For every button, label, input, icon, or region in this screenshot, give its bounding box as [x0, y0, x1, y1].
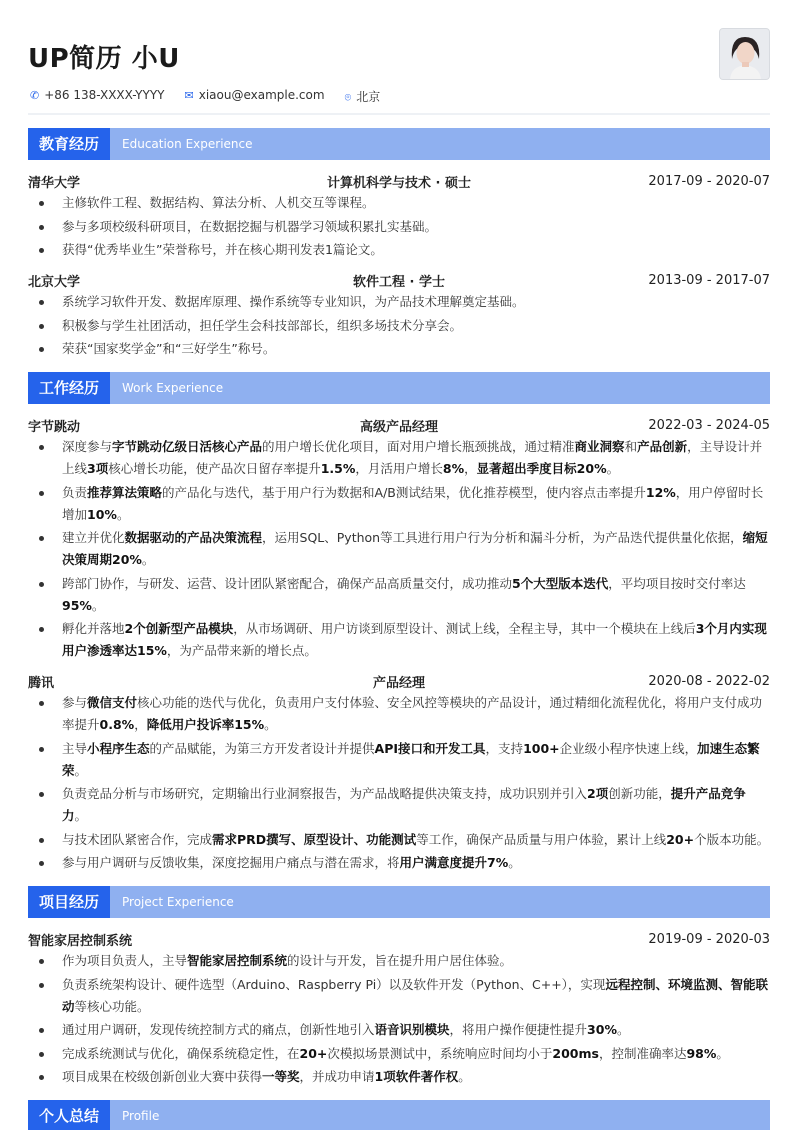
highlight-text: 5个大型版本迭代 [512, 575, 609, 591]
entry-role: 计算机科学与技术 · 硕士 [327, 175, 471, 191]
resume-section [28, 1100, 770, 1130]
section-title: 教育经历 [28, 128, 110, 160]
bullet-text: 参与多项校级科研项目，在数据挖掘与机器学习领域积累扎实基础。 [62, 218, 438, 234]
bullet-text: ，为产品带来新的增长点。 [166, 643, 317, 658]
profile-photo [719, 28, 770, 80]
highlight-text: 3项 [87, 461, 109, 476]
bullet-text: 核心增长功能，使产品次日留存率提升 [108, 461, 321, 476]
section-subtitle: Profile [122, 1109, 160, 1123]
bullet-text: 。 [264, 717, 277, 732]
phone-icon: ✆ [30, 89, 40, 102]
highlight-text: 小程序生态 [87, 740, 150, 756]
highlight-text: 20+ [666, 831, 695, 847]
section-title: 个人总结 [28, 1100, 110, 1130]
bullet-text: 作为项目负责人，主导 [62, 953, 188, 968]
bullet-text: 等工作，确保产品质量与用户体验，累计上线 [416, 831, 667, 847]
bullet-text: 。 [616, 1022, 630, 1037]
bullet-text: 。 [606, 461, 620, 476]
bullet-text: 积极参与学生社团活动，担任学生会科技部部长，组织多场技术分享会。 [62, 317, 463, 333]
entry-header [28, 414, 770, 436]
bullet-item [28, 192, 770, 214]
bullet-list [28, 291, 770, 360]
bullet-text: 建立并优化 [62, 530, 125, 545]
entry-organization: 字节跳动 [28, 419, 81, 435]
bullet-text: 荣获“国家奖学金”和“三好学生”称号。 [62, 341, 276, 356]
section-title: 工作经历 [28, 372, 110, 404]
email-text: xiaou@example.com [198, 88, 325, 102]
bullet-text: 。 [508, 855, 521, 870]
highlight-text: 12% [645, 484, 676, 500]
section-subtitle: Work Experience [122, 381, 224, 395]
location-pin-icon: ⌾ [344, 91, 352, 104]
highlight-text: 加速生态繁荣 [62, 740, 760, 778]
section-title: 项目经历 [28, 886, 110, 918]
bullet-text: ，主导设计并上线 [62, 439, 763, 476]
bullet-item [28, 216, 770, 238]
bullet-item [28, 1066, 770, 1088]
highlight-text: 95% [62, 597, 92, 613]
mail-icon: ✉ [184, 89, 194, 102]
entry-header [28, 670, 770, 692]
bullet-item [28, 315, 770, 337]
bullet-text: 。 [458, 1069, 471, 1084]
highlight-text: API接口和开发工具 [374, 740, 486, 756]
bullet-item [28, 618, 770, 662]
entry-header [28, 928, 770, 950]
resume-section [28, 886, 770, 1088]
bullet-item [28, 1019, 770, 1041]
bullet-item [28, 527, 770, 571]
bullet-text: ， [464, 461, 477, 476]
bullet-item [28, 783, 770, 827]
highlight-text: 用户满意度提升7% [399, 855, 509, 870]
entry-date: 2022-03 - 2024-05 [648, 417, 770, 433]
bullet-item [28, 738, 770, 782]
entry-organization: 腾讯 [28, 675, 55, 691]
entry-organization: 北京大学 [28, 274, 81, 290]
highlight-text: 推荐算法策略 [87, 484, 163, 500]
section-subtitle: Education Experience [122, 137, 253, 151]
bullet-text: ，从市场调研、用户访谈到原型设计、测试上线，全程主导，其中一个模块在上线后 [233, 621, 696, 636]
bullet-item [28, 1043, 770, 1065]
resume-content [28, 128, 770, 1130]
bullet-text: 的用户增长优化项目，面对用户增长瓶颈挑战，通过精准 [262, 439, 575, 454]
bullet-list [28, 950, 770, 1088]
location-text: 北京 [356, 90, 381, 104]
highlight-text: 200ms [552, 1045, 599, 1061]
bullet-text: ，用户停留时长增加 [62, 484, 764, 522]
section-header [28, 1100, 770, 1130]
contact-email [185, 88, 325, 105]
bullet-list [28, 436, 770, 662]
bullet-item [28, 291, 770, 313]
resume-entry [28, 928, 770, 1088]
highlight-text: 微信支付 [87, 695, 138, 710]
highlight-text: 商业洞察 [574, 439, 625, 454]
section-subtitle: Project Experience [122, 895, 234, 909]
bullet-item [28, 338, 770, 360]
highlight-text: 产品创新 [637, 439, 688, 454]
bullet-text: 和 [624, 439, 638, 454]
highlight-text: 远程控制、环境监测、智能联动 [62, 976, 768, 1014]
contact-row [30, 88, 380, 105]
entry-header [28, 170, 770, 192]
bullet-text: 核心功能的迭代与优化，负责用户支付体验、安全风控等模块的产品设计，通过精细化流程优化，将用户支付成功率提升 [62, 695, 763, 732]
highlight-text: 2个创新型产品模块 [124, 621, 234, 636]
header-divider [28, 113, 770, 115]
bullet-item [28, 974, 770, 1018]
bullet-list [28, 692, 770, 874]
section-header [28, 128, 770, 160]
bullet-text: 的产品赋能，为第三方开发者设计并提供 [149, 740, 375, 756]
highlight-text: 20+ [299, 1045, 328, 1061]
entry-date: 2013-09 - 2017-07 [648, 272, 770, 288]
section-header [28, 886, 770, 918]
bullet-text: 参与 [62, 695, 88, 710]
phone-text: +86 138-XXXX-YYYY [44, 88, 165, 102]
resume-entry [28, 414, 770, 662]
contact-phone [30, 88, 165, 105]
bullet-item [28, 692, 770, 736]
entry-organization: 清华大学 [28, 175, 81, 191]
bullet-text: 主修软件工程、数据结构、算法分析、人机交互等课程。 [62, 195, 375, 210]
bullet-list [28, 192, 770, 261]
contact-location [345, 88, 381, 105]
bullet-text: ，支持 [485, 740, 524, 756]
highlight-text: 一等奖 [262, 1069, 300, 1084]
resume-section [28, 372, 770, 874]
bullet-text: 。 [141, 552, 155, 567]
bullet-text: 系统学习软件开发、数据库原理、操作系统等专业知识，为产品技术理解奠定基础。 [62, 294, 525, 309]
bullet-text: 企业级小程序快速上线， [559, 740, 698, 756]
highlight-text: 1.5% [320, 461, 356, 476]
bullet-item [28, 829, 770, 851]
highlight-text: 需求PRD撰写、原型设计、功能测试 [212, 831, 417, 847]
highlight-text: 智能家居控制系统 [187, 953, 288, 968]
highlight-text: 语音识别模块 [374, 1022, 450, 1037]
bullet-item [28, 482, 770, 526]
bullet-text: 项目成果在校级创新创业大赛中获得 [62, 1069, 263, 1084]
bullet-item [28, 573, 770, 617]
bullet-text: 等核心功能。 [74, 998, 150, 1014]
bullet-text: 创新功能， [608, 786, 671, 801]
highlight-text: 缩短决策周期20% [62, 530, 768, 567]
highlight-text: 提升产品竞争力 [62, 786, 746, 823]
resume-entry [28, 269, 770, 360]
highlight-text: 3个月内实现用户渗透率达15% [62, 621, 767, 658]
bullet-text: 次模拟场景测试中，系统响应时间均小于 [327, 1045, 553, 1061]
bullet-item [28, 852, 770, 874]
bullet-text: 主导 [62, 740, 88, 756]
highlight-text: 0.8% [99, 717, 135, 732]
bullet-text: 。 [716, 1045, 729, 1061]
bullet-item [28, 436, 770, 480]
entry-role: 产品经理 [372, 675, 425, 691]
bullet-text: 。 [74, 762, 88, 778]
highlight-text: 显著超出季度目标20% [476, 461, 607, 476]
resume-entry [28, 170, 770, 261]
highlight-text: 降低用户投诉率15% [146, 717, 265, 732]
bullet-text: 参与用户调研与反馈收集，深度挖掘用户痛点与潜在需求，将 [62, 855, 400, 870]
bullet-text: ，月活用户增长 [355, 461, 443, 476]
highlight-text: 字节跳动亿级日活核心产品 [112, 439, 263, 454]
bullet-text: 负责系统架构设计、硬件选型（Arduino、Raspberry Pi）以及软件开发（Python、C++），实现 [62, 976, 606, 992]
highlight-text: 8% [442, 461, 465, 476]
bullet-text: 负责竞品分析与市场研究，定期输出行业洞察报告，为产品战略提供决策支持，成功识别并引入 [62, 786, 588, 801]
entry-organization: 智能家居控制系统 [28, 933, 133, 949]
entry-role: 高级产品经理 [359, 419, 438, 435]
bullet-text: 孵化并落地 [62, 621, 125, 636]
highlight-text: 1项软件著作权 [374, 1069, 459, 1084]
bullet-text: ， [134, 717, 147, 732]
bullet-text: ，并成功申请 [299, 1069, 375, 1084]
bullet-item [28, 950, 770, 972]
section-header [28, 372, 770, 404]
bullet-text: 。 [116, 506, 130, 522]
resume-entry [28, 670, 770, 874]
bullet-text: 深度参与 [62, 439, 113, 454]
bullet-text: 与技术团队紧密合作，完成 [62, 831, 213, 847]
bullet-text: 。 [91, 597, 105, 613]
entry-date: 2020-08 - 2022-02 [648, 673, 770, 689]
bullet-text: ，运用SQL、Python等工具进行用户行为分析和漏斗分析，为产品迭代提供量化依据， [262, 530, 743, 545]
bullet-text: 个版本功能。 [694, 831, 770, 847]
bullet-text: 。 [74, 808, 88, 823]
entry-header [28, 269, 770, 291]
bullet-text: 完成系统测试与优化，确保系统稳定性，在 [62, 1045, 300, 1061]
bullet-text: ，平均项目按时交付率达 [608, 575, 746, 591]
highlight-text: 98% [686, 1045, 717, 1061]
bullet-text: ，控制准确率达 [598, 1045, 687, 1061]
entry-role: 软件工程 · 学士 [353, 274, 445, 290]
bullet-item [28, 239, 770, 261]
highlight-text: 100+ [523, 740, 560, 756]
bullet-text: ，将用户操作便捷性提升 [449, 1022, 588, 1037]
entry-date: 2019-09 - 2020-03 [648, 931, 770, 947]
bullet-text: 跨部门协作，与研发、运营、设计团队紧密配合，确保产品高质量交付，成功推动 [62, 575, 513, 591]
resume-section [28, 128, 770, 360]
entry-date: 2017-09 - 2020-07 [648, 173, 770, 189]
highlight-text: 30% [587, 1022, 617, 1037]
highlight-text: 数据驱动的产品决策流程 [124, 530, 263, 545]
resume-name: UP简历 小U [28, 44, 180, 74]
bullet-text: 负责 [62, 484, 88, 500]
bullet-text: 的设计与开发，旨在提升用户居住体验。 [287, 953, 513, 968]
bullet-text: 获得“优秀毕业生”荣誉称号，并在核心期刊发表1篇论文。 [62, 242, 383, 257]
bullet-text: 通过用户调研，发现传统控制方式的痛点，创新性地引入 [62, 1022, 375, 1037]
bullet-text: 的产品化与迭代，基于用户行为数据和A/B测试结果，优化推荐模型，使内容点击率提升 [162, 484, 646, 500]
highlight-text: 10% [87, 506, 117, 522]
highlight-text: 2项 [587, 786, 609, 801]
